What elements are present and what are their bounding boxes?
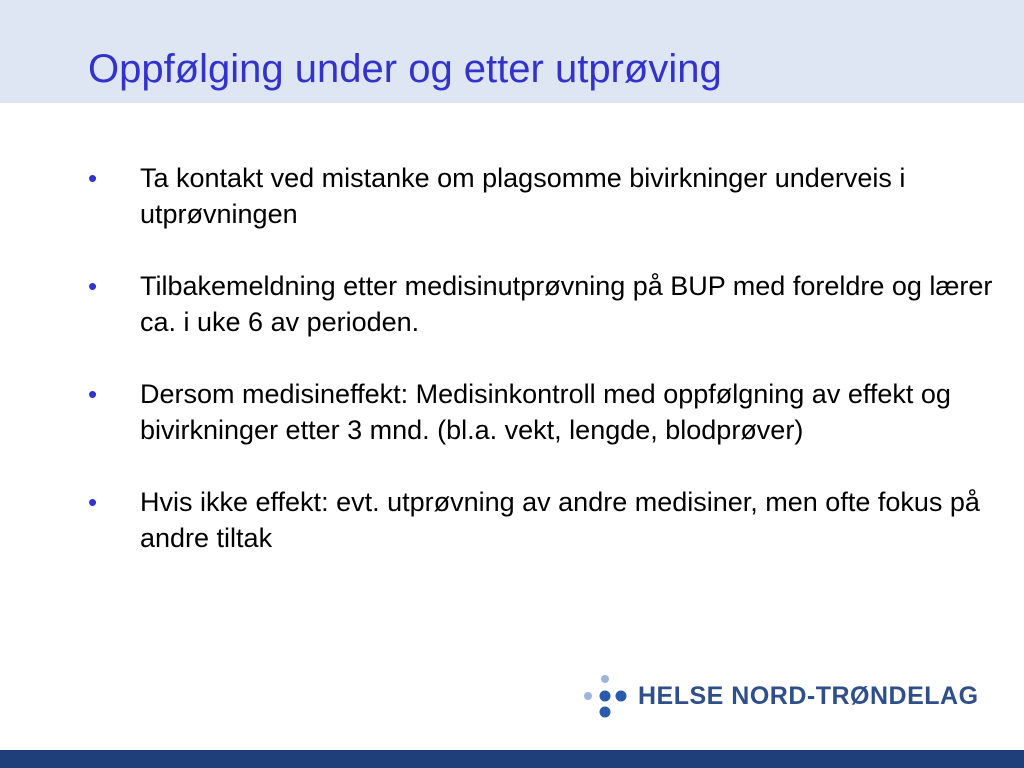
- bullet-item: [88, 160, 1008, 232]
- bullet-item: [88, 484, 1008, 556]
- bullet-icon: •: [88, 487, 98, 517]
- bullet-icon: •: [88, 163, 98, 193]
- slide-title: Oppfølging under og etter utprøving: [88, 47, 722, 91]
- footer-bar: [0, 750, 1024, 768]
- bullet-text: Hvis ikke effekt: evt. utprøvning av andre medisiner, men ofte fokus på andre tiltak: [140, 487, 980, 553]
- helse-nord-trondelag-logo: [582, 673, 979, 719]
- bullet-item: [88, 376, 1008, 448]
- bullet-list: [88, 160, 1008, 592]
- bullet-icon: •: [88, 379, 98, 409]
- bullet-text: Dersom medisineffekt: Medisinkontroll med oppfølgning av effekt og bivirkninger etter 3 mnd. (bl.a. vekt, lengde, blodprøver): [140, 379, 951, 445]
- dot-cross-logo-icon: [582, 673, 628, 719]
- bullet-text: Tilbakemeldning etter medisinutprøvning på BUP med foreldre og lærer ca. i uke 6 av perioden.: [140, 271, 993, 337]
- bullet-icon: •: [88, 271, 98, 301]
- logo-text: HELSE NORD-TRØNDELAG: [638, 681, 979, 710]
- bullet-item: [88, 268, 1008, 340]
- bullet-text: Ta kontakt ved mistanke om plagsomme bivirkninger underveis i utprøvningen: [140, 163, 906, 229]
